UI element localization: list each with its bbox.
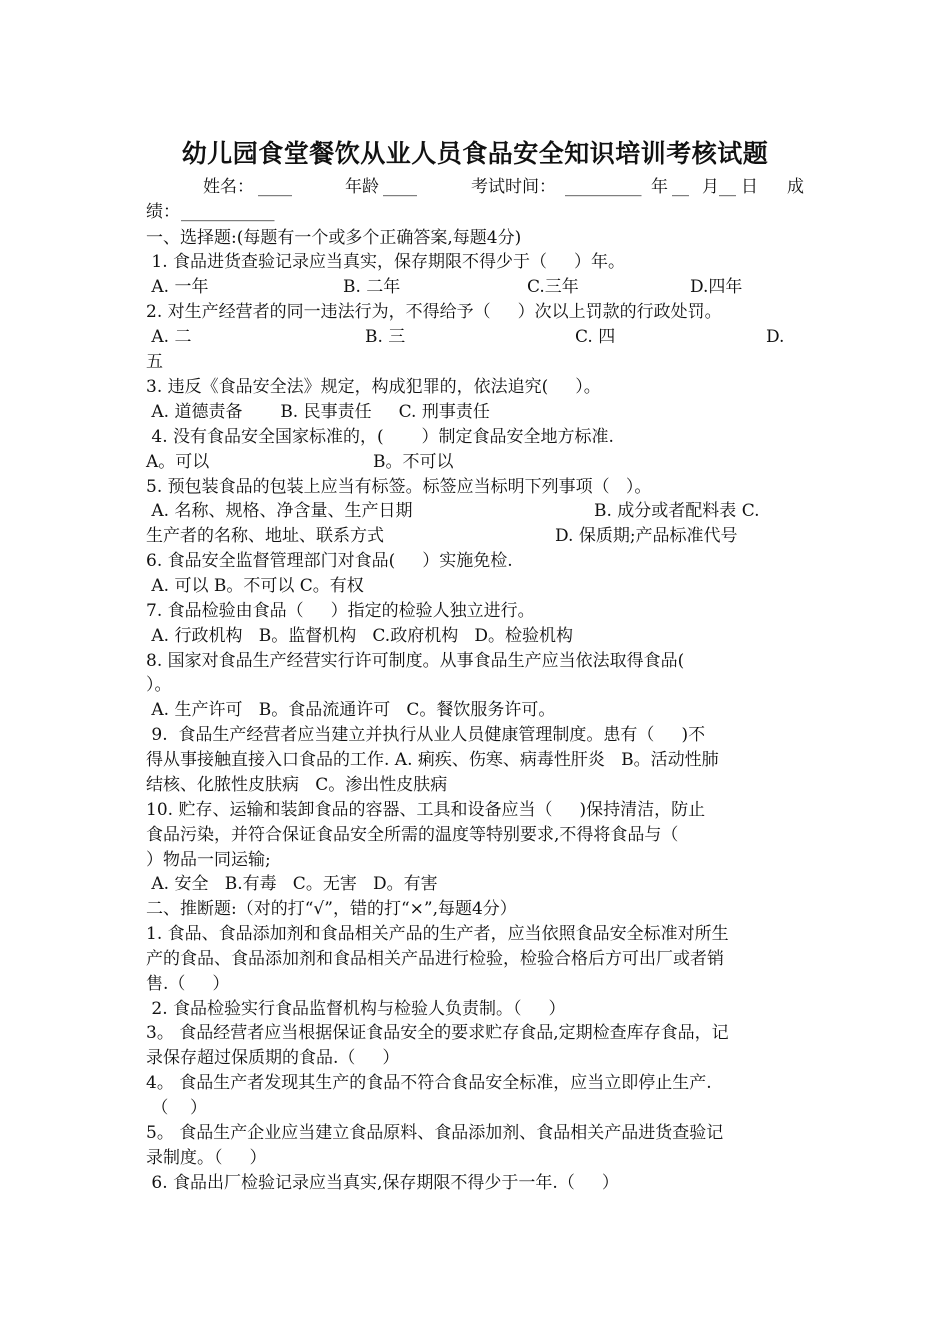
question-5-option-d[interactable]: D. 保质期;产品标准代号 xyxy=(555,526,738,546)
header-age-label: 年龄 xyxy=(345,177,379,197)
judge-3: 3。 食品经营者应当根据保证食品安全的要求贮存食品,定期检查库存食品，记 xyxy=(146,1023,729,1043)
question-9-cont: 得从事接触直接入口食品的工作. A. 痢疾、伤寒、病毒性肝炎 B。活动性肺 xyxy=(146,750,719,770)
header-name-label: 姓名： xyxy=(203,177,254,197)
question-1-option-b[interactable]: B. 二年 xyxy=(343,277,401,297)
question-1-option-c[interactable]: C.三年 xyxy=(527,277,579,297)
question-10-cont-2: ）物品一同运输; xyxy=(146,850,271,870)
judge-3-cont: 录保存超过保质期的食品.（ ） xyxy=(146,1048,400,1068)
question-10-options[interactable]: A. 安全 B.有毒 C。无害 D。有害 xyxy=(146,874,438,894)
question-5-option-a[interactable]: A. 名称、规格、净含量、生产日期 xyxy=(146,501,413,521)
judge-1-cont: 产的食品、食品添加剂和食品相关产品进行检验，检验合格后方可出厂或者销 xyxy=(146,949,724,969)
exam-title: 幼儿园食堂餐饮从业人员食品安全知识培训考核试题 xyxy=(181,139,769,168)
judge-5: 5。 食品生产企业应当建立食品原料、食品添加剂、食品相关产品进货查验记 xyxy=(146,1123,724,1143)
question-2: 2. 对生产经营者的同一违法行为，不得给予（ ）次以上罚款的行政处罚。 xyxy=(146,302,722,322)
question-1-option-a[interactable]: A. 一年 xyxy=(146,277,209,297)
question-6-options[interactable]: A. 可以 B。不可以 C。有权 xyxy=(146,576,364,596)
header-year-label: 年 xyxy=(651,177,668,197)
question-1: 1. 食品进货查验记录应当真实，保存期限不得少于（ ）年。 xyxy=(146,252,626,272)
question-5-option-b[interactable]: B. 成分或者配料表 C. xyxy=(594,501,760,521)
question-10-cont: 食品污染，并符合保证食品安全所需的温度等特别要求,不得将食品与（ xyxy=(146,825,679,845)
section-choice-heading: 一、选择题:(每题有一个或多个正确答案,每题4分) xyxy=(146,228,522,248)
question-2-option-d[interactable]: D. xyxy=(766,327,785,347)
question-9: 9. 食品生产经营者应当建立并执行从业人员健康管理制度。患有（ )不 xyxy=(146,725,706,745)
judge-4: 4。 食品生产者发现其生产的食品不符合食品安全标准，应当立即停止生产. xyxy=(146,1073,712,1093)
question-4: 4. 没有食品安全国家标准的，( ）制定食品安全地方标准. xyxy=(146,427,614,447)
question-2-option-b[interactable]: B. 三 xyxy=(365,327,406,347)
question-1-option-d[interactable]: D.四年 xyxy=(690,277,743,297)
question-5-option-c[interactable]: 生产者的名称、地址、联系方式 xyxy=(146,526,384,546)
judge-2: 2. 食品检验实行食品监督机构与检验人负责制。（ ） xyxy=(146,999,566,1019)
header-day-blank[interactable]: __ xyxy=(719,177,736,197)
header-score-blank[interactable]: ___________ xyxy=(181,202,275,222)
judge-5-cont: 录制度。（ ） xyxy=(146,1148,267,1168)
question-3: 3. 违反《食品安全法》规定，构成犯罪的，依法追究( ）。 xyxy=(146,377,601,397)
question-5: 5. 预包装食品的包装上应当有标签。标签应当标明下列事项（ ）。 xyxy=(146,477,652,497)
question-6: 6. 食品安全监督管理部门对食品( ）实施免检. xyxy=(146,551,513,571)
header-exam-time-blank[interactable]: _________ xyxy=(565,177,642,197)
header-exam-time-label: 考试时间： xyxy=(471,177,556,197)
judge-1-cont-2: 售.（ ） xyxy=(146,974,230,994)
question-4-option-b[interactable]: B。不可以 xyxy=(373,452,454,472)
judge-6: 6. 食品出厂检验记录应当真实,保存期限不得少于一年.（ ） xyxy=(146,1173,619,1193)
question-2-option-a[interactable]: A. 二 xyxy=(146,327,192,347)
header-day-label: 日 xyxy=(741,177,758,197)
judge-4-cont: （ ） xyxy=(146,1098,208,1118)
question-7: 7. 食品检验由食品（ ）指定的检验人独立进行。 xyxy=(146,601,535,621)
question-10: 10. 贮存、运输和装卸食品的容器、工具和设备应当（ )保持清洁，防止 xyxy=(146,800,706,820)
header-age-blank[interactable]: ____ xyxy=(383,177,417,197)
question-2-option-c[interactable]: C. 四 xyxy=(575,327,616,347)
question-9-cont-2: 结核、化脓性皮肤病 C。渗出性皮肤病 xyxy=(146,775,448,795)
question-7-options[interactable]: A. 行政机构 B。监督机构 C.政府机构 D。检验机构 xyxy=(146,626,574,646)
question-2-option-d-text: 五 xyxy=(146,352,163,372)
judge-1: 1. 食品、食品添加剂和食品相关产品的生产者，应当依照食品安全标准对所生 xyxy=(146,924,729,944)
header-score-label-start: 成 xyxy=(787,177,804,197)
question-4-option-a[interactable]: A。可以 xyxy=(146,452,210,472)
question-8-cont: ）。 xyxy=(146,675,172,695)
header-score-label-end: 绩： xyxy=(146,202,180,222)
question-3-options[interactable]: A. 道德责备 B. 民事责任 C. 刑事责任 xyxy=(146,402,490,422)
header-month-label: 月 xyxy=(702,177,719,197)
section-judge-heading: 二、推断题:（对的打“√”，错的打“×”,每题4分） xyxy=(146,899,517,919)
question-8-options[interactable]: A. 生产许可 B。食品流通许可 C。餐饮服务许可。 xyxy=(146,700,556,720)
question-8: 8. 国家对食品生产经营实行许可制度。从事食品生产应当依法取得食品( xyxy=(146,651,685,671)
header-name-blank[interactable]: ____ xyxy=(258,177,292,197)
header-month-blank[interactable]: __ xyxy=(672,177,689,197)
